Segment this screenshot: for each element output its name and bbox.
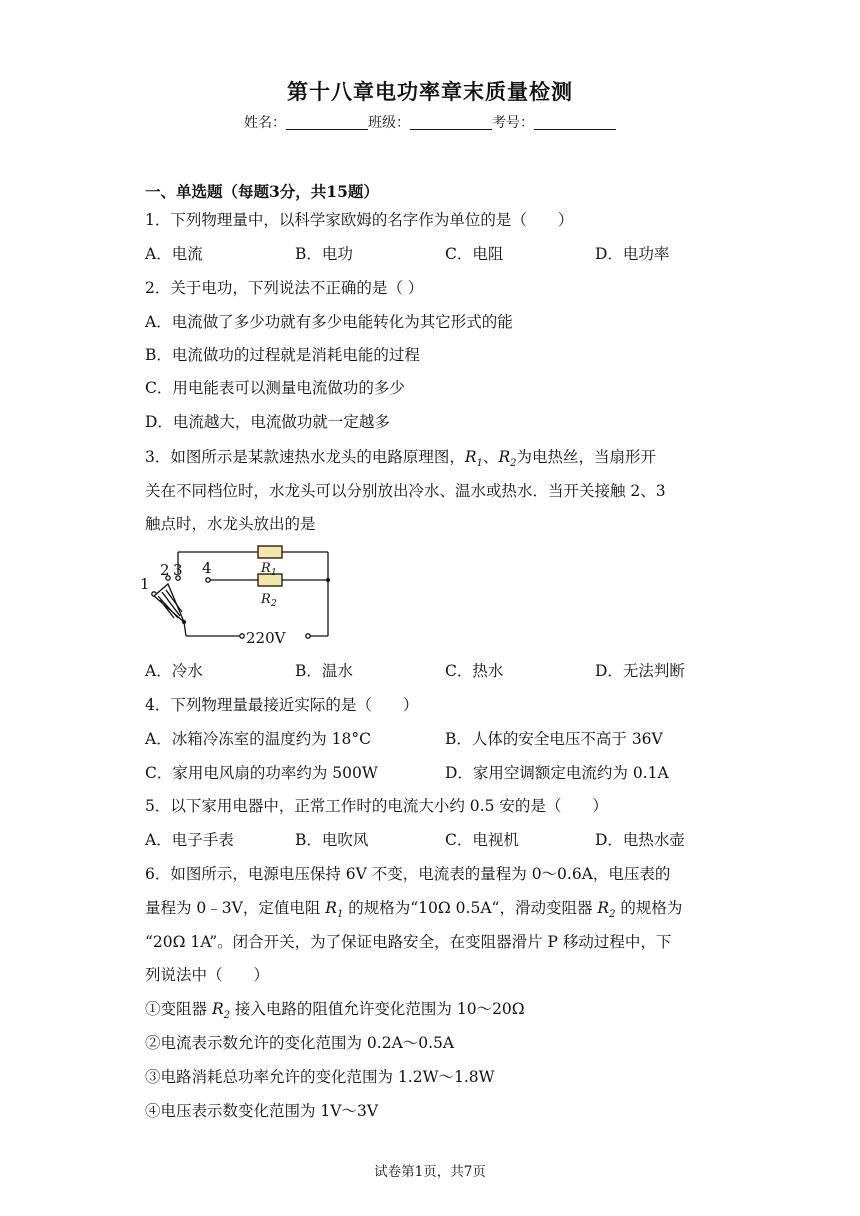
name-blank[interactable] — [286, 115, 368, 130]
switch-pivot — [182, 620, 186, 624]
contact-3-label: 3 — [173, 561, 183, 579]
q2-option-b: B．电流做功的过程就是消耗电能的过程 — [145, 346, 420, 364]
q6-stem-line3: “20Ω 1A”。闭合开关，为了保证电路安全，在变阻器滑片 P 移动过程中，下 — [145, 933, 672, 951]
r1-subscript: 1 — [476, 458, 483, 470]
q6-statement-3: ③电路消耗总功率允许的变化范围为 1.2W～1.8W — [145, 1068, 495, 1086]
junction-dot — [326, 578, 330, 582]
contact-2-label: 2 — [160, 561, 170, 579]
r1-symbol: R — [464, 448, 477, 466]
q2-stem: 2．关于电功，下列说法不正确的是（ ） — [145, 279, 424, 297]
section-heading: 一、单选题（每题3分，共15题） — [145, 182, 379, 201]
name-label: 姓名： — [244, 115, 286, 131]
class-label: 班级： — [368, 115, 410, 131]
q5-option-d: D．电热水壶 — [595, 831, 685, 849]
q5-stem: 5．以下家用电器中，正常工作时的电流大小约 0.5 安的是（ ） — [145, 797, 608, 815]
q3-separator: 、 — [482, 448, 499, 466]
r1-symbol: R — [325, 899, 337, 917]
q3-stem-line3: 触点时，水龙头放出的是 — [145, 515, 316, 533]
q1-option-d: D．电功率 — [595, 245, 670, 263]
q6-statement-1 — [145, 997, 525, 1021]
q2-option-d: D．电流越大，电流做功就一定越多 — [145, 413, 390, 431]
q6-text: 接入电路的阻值允许变化范围为 10～20Ω — [229, 1000, 525, 1018]
r2-symbol: R — [597, 899, 610, 917]
q3-text: 3．如图所示是某款速热水龙头的电路原理图， — [145, 448, 465, 466]
q6-text: 的规格为 — [615, 899, 683, 917]
q6-stem-line2 — [145, 896, 682, 920]
q2-option-a: A．电流做了多少功就有多少电能转化为其它形式的能 — [145, 313, 513, 331]
q5-option-b: B．电吹风 — [295, 831, 369, 849]
page-title: 第十八章电功率章末质量检测 — [287, 79, 573, 104]
circuit-diagram — [140, 540, 340, 650]
q1-stem: 1．下列物理量中，以科学家欧姆的名字作为单位的是（ ） — [145, 211, 574, 229]
r2-subscript: 2 — [510, 458, 517, 470]
contact-1-label: 1 — [140, 575, 150, 593]
q3-option-d: D．无法判断 — [595, 662, 685, 680]
q2-option-c: C．用电能表可以测量电流做功的多少 — [145, 379, 405, 397]
r2-symbol: R — [498, 448, 511, 466]
r2-diagram-label: R — [261, 592, 271, 607]
voltage-label: 220V — [246, 629, 286, 647]
q4-stem: 4．下列物理量最接近实际的是（ ） — [145, 696, 419, 714]
r1-subscript: 1 — [336, 909, 344, 921]
q3-stem-line1 — [145, 445, 656, 469]
r2-subscript: 2 — [609, 909, 616, 921]
r1-diagram-label: R — [261, 561, 271, 576]
q3-option-b: B．温水 — [295, 662, 353, 680]
q1-option-c: C．电阻 — [445, 245, 504, 263]
class-blank[interactable] — [410, 115, 492, 130]
page-footer: 试卷第1页，共7页 — [374, 1164, 486, 1180]
q4-option-d: D．家用空调额定电流约为 0.1A — [445, 764, 669, 782]
q6-stem-line1: 6．如图所示，电源电压保持 6V 不变，电流表的量程为 0～0.6A，电压表的 — [145, 865, 671, 883]
q4-option-b: B．人体的安全电压不高于 36V — [445, 730, 663, 748]
q5-option-a: A．电子手表 — [145, 831, 234, 849]
q6-text: ①变阻器 — [145, 1000, 212, 1018]
contact-4-label: 4 — [202, 559, 212, 577]
r1-diagram-sub: 1 — [271, 568, 277, 578]
r2-symbol: R — [211, 1000, 224, 1018]
q6-text: 的规格为“10Ω 0.5A“，滑动变阻器 — [343, 899, 598, 917]
q3-option-a: A．冷水 — [145, 662, 203, 680]
q5-option-c: C．电视机 — [445, 831, 519, 849]
r2-diagram-sub: 2 — [271, 599, 277, 609]
q6-statement-4: ④电压表示数变化范围为 1V～3V — [145, 1102, 379, 1120]
q6-statement-2: ②电流表示数允许的变化范围为 0.2A～0.5A — [145, 1034, 455, 1052]
q4-option-a: A．冰箱冷冻室的温度约为 18°C — [145, 730, 371, 748]
q6-stem-line4: 列说法中（ ） — [145, 966, 270, 984]
id-blank[interactable] — [534, 115, 616, 130]
q1-option-b: B．电功 — [295, 245, 353, 263]
student-info-line — [0, 112, 860, 132]
q1-option-a: A．电流 — [145, 245, 203, 263]
id-label: 考号： — [492, 115, 534, 131]
r2-subscript: 2 — [223, 1010, 230, 1022]
q3-option-c: C．热水 — [445, 662, 504, 680]
q6-text: 量程为 0﹣3V，定值电阻 — [145, 899, 326, 917]
q3-stem-line2: 关在不同档位时，水龙头可以分别放出冷水、温水或热水．当开关接触 2、3 — [145, 482, 666, 500]
q4-option-c: C．家用电风扇的功率约为 500W — [145, 764, 378, 782]
q3-text: 为电热丝，当扇形开 — [516, 448, 656, 466]
